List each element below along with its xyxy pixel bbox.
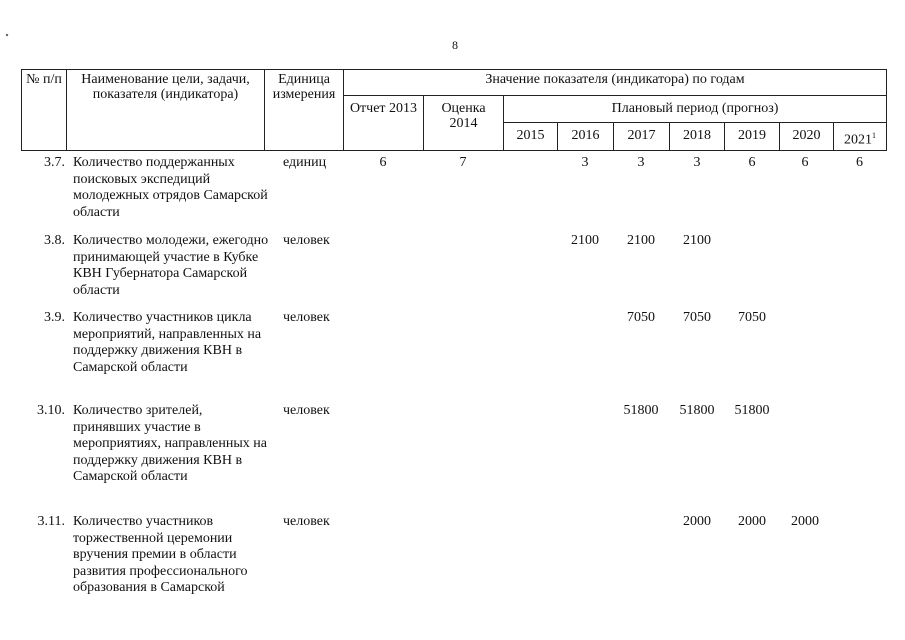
row-name: Количество участников торжественной церемонии вручения премии в области развития профессионального образования в Самарской xyxy=(73,514,248,595)
value-2014: 7 xyxy=(459,155,467,170)
row-unit: человек xyxy=(283,233,330,248)
value-2017: 2100 xyxy=(627,233,655,248)
value-2021: 6 xyxy=(856,155,863,170)
row-num: 3.11. xyxy=(37,514,65,529)
row-num: 3.9. xyxy=(44,310,65,325)
value-2017: 51800 xyxy=(623,403,659,418)
row-num: 3.10. xyxy=(37,403,65,418)
header-report: Отчет 2013 xyxy=(344,96,424,151)
value-2013: 6 xyxy=(379,155,387,170)
value-2018: 51800 xyxy=(679,403,715,418)
header-planned: Плановый период (прогноз) xyxy=(504,96,887,123)
scan-speck xyxy=(6,34,9,37)
value-2016: 2100 xyxy=(571,233,599,248)
row-unit: человек xyxy=(283,514,330,529)
value-2016: 3 xyxy=(581,155,589,170)
value-2020: 6 xyxy=(801,155,809,170)
header-year: 2019 xyxy=(725,123,780,151)
header-unit: Единица измерения xyxy=(265,70,344,151)
table-header xyxy=(21,69,887,151)
header-estimate: Оценка 2014 xyxy=(424,96,504,151)
value-2019: 6 xyxy=(748,155,756,170)
value-2020: 2000 xyxy=(791,514,819,529)
value-2018: 2000 xyxy=(683,514,711,529)
row-unit: единиц xyxy=(283,155,327,170)
header-year: 2016 xyxy=(558,123,614,151)
header-year: 2018 xyxy=(670,123,725,151)
row-unit: человек xyxy=(283,403,330,418)
value-2018: 2100 xyxy=(683,233,711,248)
page-number: 8 xyxy=(452,38,458,52)
header-year xyxy=(834,123,887,151)
footnote-mark: 1 xyxy=(872,131,876,140)
row-name: Количество молодежи, ежегодно принимающей участие в Кубке КВН Губернатора Самарской области xyxy=(73,233,269,298)
row-name: Количество участников цикла мероприятий, направленных на поддержку движения КВН в Самарской области xyxy=(73,310,262,375)
value-2019: 7050 xyxy=(738,310,766,325)
row-num: 3.7. xyxy=(44,155,65,170)
value-2017: 7050 xyxy=(627,310,655,325)
header-values-title: Значение показателя (индикатора) по годам xyxy=(344,70,887,96)
value-2018: 3 xyxy=(693,155,701,170)
header-name: Наименование цели, задачи, показателя (индикатора) xyxy=(67,70,265,151)
value-2019: 51800 xyxy=(734,403,770,418)
row-name: Количество поддержанных поисковых экспедиций молодежных отрядов Самарской области xyxy=(73,155,268,220)
row-name: Количество зрителей, принявших участие в мероприятиях, направленных на поддержку движения КВН в Самарской области xyxy=(73,403,267,484)
header-year-label: 2021 xyxy=(844,132,872,148)
row-num: 3.8. xyxy=(44,233,65,248)
header-year: 2015 xyxy=(504,123,558,151)
row-unit: человек xyxy=(283,310,330,325)
value-2017: 3 xyxy=(637,155,645,170)
header-year: 2017 xyxy=(614,123,670,151)
header-year: 2020 xyxy=(780,123,834,151)
value-2019: 2000 xyxy=(738,514,766,529)
value-2018: 7050 xyxy=(683,310,711,325)
header-num: № п/п xyxy=(22,70,67,151)
